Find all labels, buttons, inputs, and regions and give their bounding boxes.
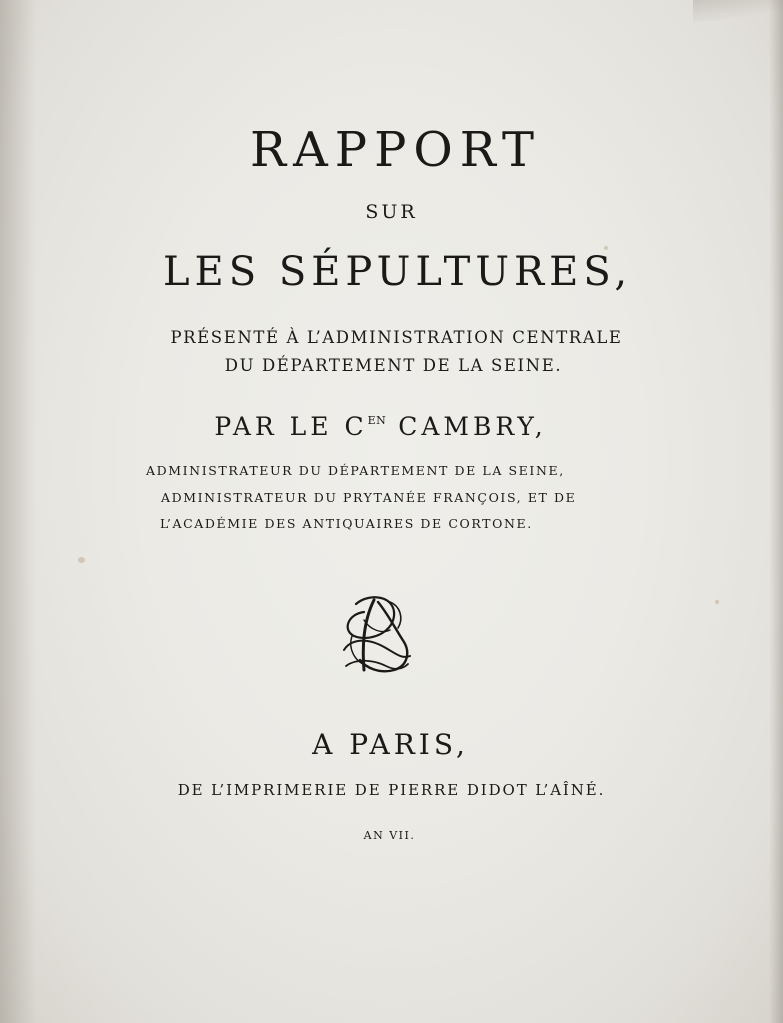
author-name: CAMBRY, xyxy=(386,412,547,441)
torn-corner xyxy=(693,0,783,22)
author-abbrev: EN xyxy=(367,414,387,427)
book-title: RAPPORT xyxy=(249,122,542,178)
monogram-ornament-icon xyxy=(334,590,416,676)
imprint-year: AN VII. xyxy=(363,829,416,842)
imprint-printer: DE L’IMPRIMERIE DE PIERRE DIDOT L’AÎNÉ. xyxy=(177,781,606,799)
foxing-spot xyxy=(715,600,719,604)
author-line xyxy=(0,412,783,441)
book-subject: LES SÉPULTURES, xyxy=(162,249,633,295)
imprint-city: A PARIS, xyxy=(312,728,469,761)
author-role-2: ADMINISTRATEUR DU PRYTANÉE FRANÇOIS, ET DE xyxy=(161,490,577,505)
foxing-spot xyxy=(78,557,85,563)
presented-line-2: DU DÉPARTEMENT DE LA SEINE. xyxy=(224,356,563,375)
author-prefix: PAR LE C xyxy=(214,412,368,441)
title-connector: SUR xyxy=(365,201,418,223)
author-role-1: ADMINISTRATEUR DU DÉPARTEMENT DE LA SEINE, xyxy=(146,463,565,478)
presented-line-1: PRÉSENTÉ À L’ADMINISTRATION CENTRALE xyxy=(170,328,623,347)
author-role-3: L’ACADÉMIE DES ANTIQUAIRES DE CORTONE. xyxy=(160,516,533,531)
